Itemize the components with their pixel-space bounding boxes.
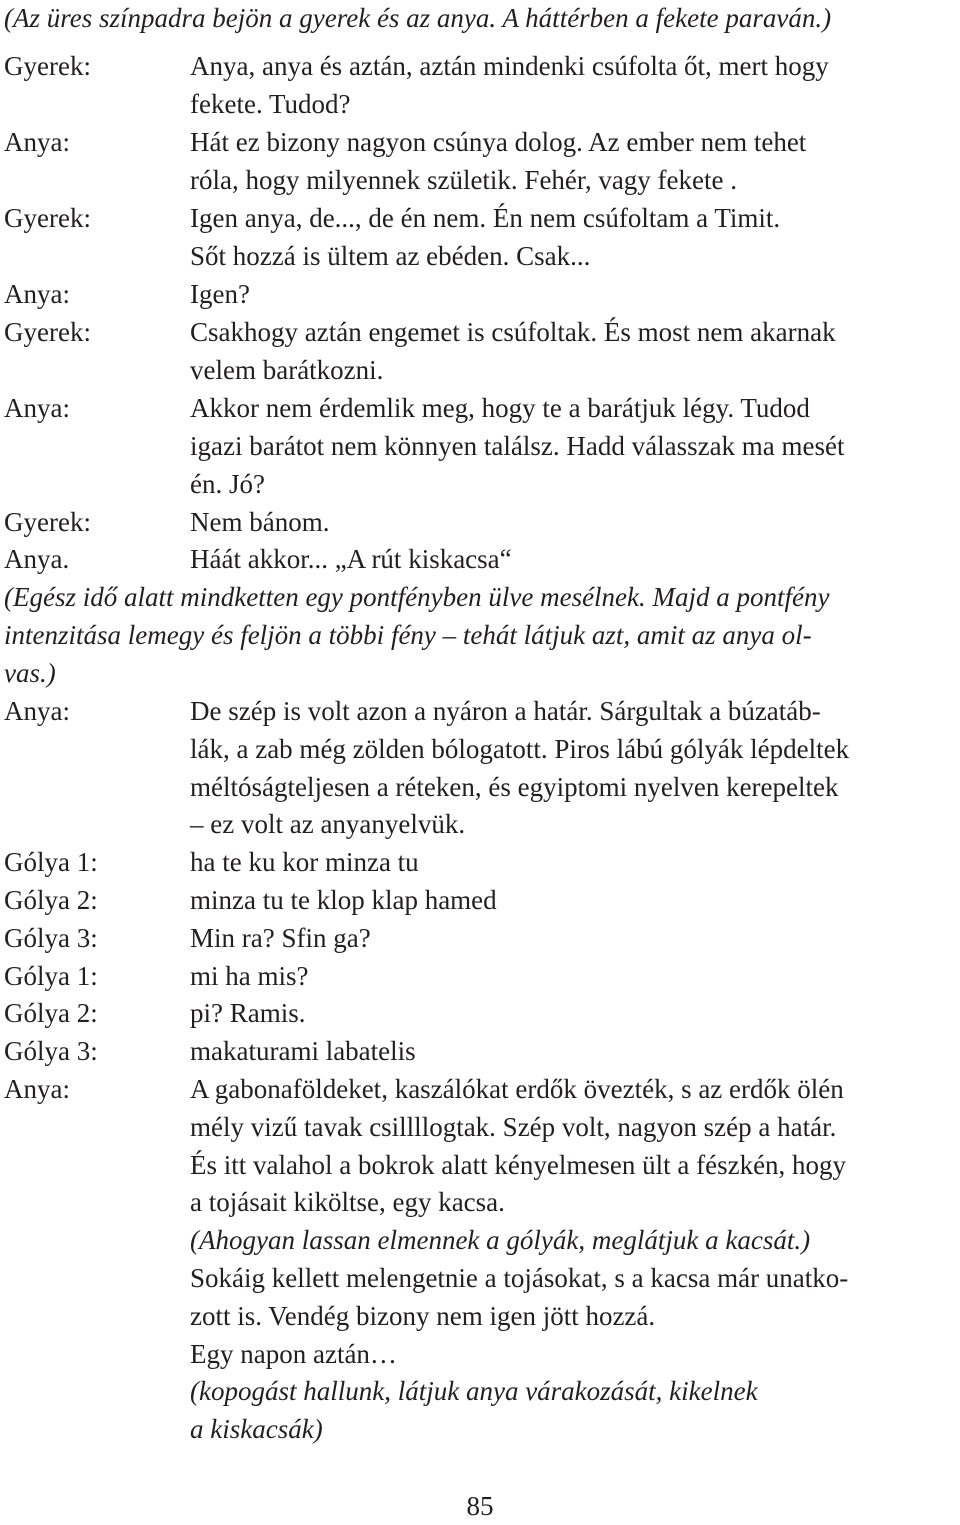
dialogue-line: ha te ku kor minza tu <box>190 847 419 877</box>
dialogue-line: És itt valahol a bokrok alatt kényelmesen ült a fészkén, hogy <box>190 1149 847 1180</box>
dialogue-line: Igen? <box>190 279 250 309</box>
dialogue-line: pi? Ramis. <box>190 998 306 1028</box>
dialogue-text <box>190 390 956 503</box>
speaker-label: Gyerek: <box>4 203 91 233</box>
dialogue-line: Akkor nem érdemlik meg, hogy te a barátjuk légy. Tudod <box>190 393 810 423</box>
stage-direction: intenzitása lemegy és feljön a többi fény – tehát látjuk azt, amit az anya ol- <box>4 620 812 650</box>
speaker-label: Gyerek: <box>4 51 91 81</box>
dialogue-line: minza tu te klop klap hamed <box>190 885 497 915</box>
dialogue-text <box>190 504 956 542</box>
speaker-label: Anya: <box>4 279 70 309</box>
dialogue-line: Igen anya, de..., de én nem. Én nem csúfoltam a Timit. <box>190 203 781 233</box>
inline-stage-direction: a kiskacsák) <box>190 1414 323 1445</box>
dialogue-line: Háát akkor... „A rút kiskacsa“ <box>190 544 512 574</box>
speaker-label: Anya: <box>4 696 70 726</box>
inline-stage-direction: (kopogást hallunk, látjuk anya várakozását, kikelnek <box>190 1376 758 1407</box>
dialogue-line: méltóságteljesen a réteken, és egyiptomi nyelven kerepeltek <box>190 771 839 802</box>
dialogue-text <box>190 920 956 958</box>
dialogue-text <box>190 958 956 996</box>
dialogue-line: mély vizű tavak csillllogtak. Szép volt, nagyon szép a határ. <box>190 1111 837 1142</box>
dialogue-line: Hát ez bizony nagyon csúnya dolog. Az ember nem tehet <box>190 127 807 157</box>
dialogue-line: makaturami labatelis <box>190 1036 416 1066</box>
dialogue-line: Anya, anya és aztán, aztán mindenki csúfolta őt, mert hogy <box>190 51 829 81</box>
dialogue-text <box>190 48 956 124</box>
inline-stage-direction: (Ahogyan lassan elmennek a gólyák, meglátjuk a kacsát.) <box>190 1225 811 1256</box>
dialogue-line: a tojásait kiköltse, egy kacsa. <box>190 1187 505 1218</box>
speaker-label: Gyerek: <box>4 507 91 537</box>
dialogue-line: fekete. Tudod? <box>190 88 351 119</box>
dialogue-text <box>190 693 956 844</box>
speaker-label: Gólya 3: <box>4 923 98 953</box>
dialogue-line: De szép is volt azon a nyáron a határ. Sárgultak a búzatáb- <box>190 696 821 726</box>
dialogue-text <box>190 541 956 579</box>
dialogue-line: Min ra? Sfin ga? <box>190 923 371 953</box>
dialogue-line: Csakhogy aztán engemet is csúfoltak. És most nem akarnak <box>190 317 836 347</box>
dialogue-line: én. Jó? <box>190 468 265 499</box>
dialogue-text <box>190 995 956 1033</box>
dialogue-text <box>190 314 956 390</box>
dialogue-text <box>190 124 956 200</box>
dialogue-line: Egy napon aztán… <box>190 1338 397 1369</box>
dialogue-line: – ez volt az anyanyelvük. <box>190 809 466 840</box>
dialogue-text <box>190 1033 956 1071</box>
speaker-label: Gólya 1: <box>4 961 98 991</box>
dialogue-text <box>190 200 956 276</box>
speaker-label: Gólya 2: <box>4 885 98 915</box>
speaker-label: Gyerek: <box>4 317 91 347</box>
dialogue-line: A gabonaföldeket, kaszálókat erdők övezték, s az erdők ölén <box>190 1074 844 1104</box>
dialogue-line: Sőt hozzá is ültem az ebéden. Csak... <box>190 240 591 271</box>
speaker-label: Anya. <box>4 544 70 574</box>
dialogue-line: mi ha mis? <box>190 961 309 991</box>
speaker-label: Anya: <box>4 393 70 423</box>
speaker-label: Gólya 1: <box>4 847 98 877</box>
speaker-label: Gólya 3: <box>4 1036 98 1066</box>
dialogue-text <box>190 844 956 882</box>
opening-stage-direction: (Az üres színpadra bejön a gyerek és az anya. A háttérben a fekete paraván.) <box>4 3 832 33</box>
dialogue-line: róla, hogy milyennek születik. Fehér, vagy fekete . <box>190 164 738 195</box>
dialogue-text <box>190 276 956 314</box>
stage-direction: vas.) <box>4 658 56 688</box>
speaker-label: Anya: <box>4 1074 70 1104</box>
page-number: 85 <box>466 1491 494 1521</box>
speaker-label: Gólya 2: <box>4 998 98 1028</box>
dialogue-line: lák, a zab még zölden bólogatott. Piros lábú gólyák lépdeltek <box>190 733 850 764</box>
speaker-label: Anya: <box>4 127 70 157</box>
dialogue-line: velem barátkozni. <box>190 354 384 385</box>
dialogue-line: zott is. Vendég bizony nem igen jött hozzá. <box>190 1300 656 1331</box>
dialogue-text <box>190 1071 956 1449</box>
dialogue-line: Sokáig kellett melengetnie a tojásokat, s a kacsa már unatko- <box>190 1262 849 1293</box>
stage-direction: (Egész idő alatt mindketten egy pontfényben ülve mesélnek. Majd a pontfény <box>4 582 830 612</box>
dialogue-text <box>190 882 956 920</box>
dialogue-line: igazi barátot nem könnyen találsz. Hadd válasszak ma mesét <box>190 430 845 461</box>
dialogue-line: Nem bánom. <box>190 507 330 537</box>
